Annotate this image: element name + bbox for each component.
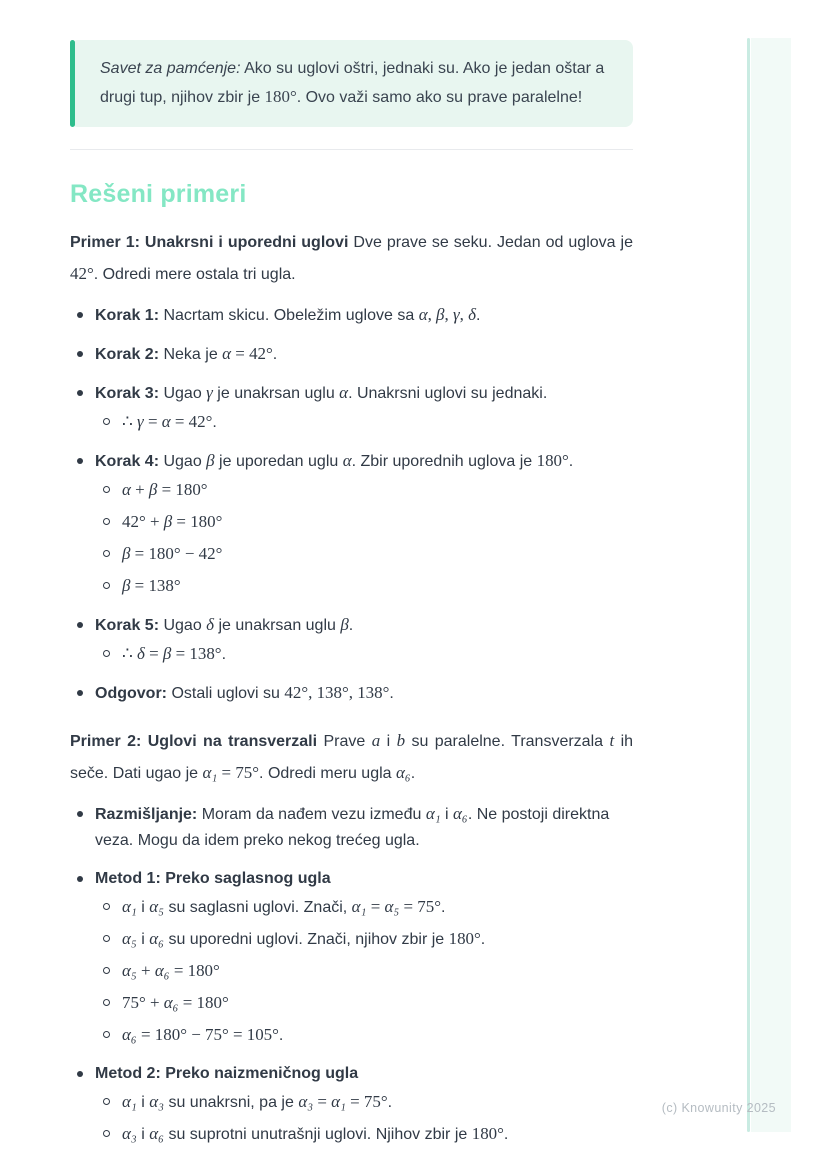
text-segment: i <box>136 1094 150 1111</box>
inline-math: t <box>609 731 615 750</box>
text-segment: . <box>503 1126 509 1143</box>
callout-text <box>100 60 604 106</box>
sub-list-item <box>70 926 633 953</box>
list-item <box>70 680 633 707</box>
inline-math: α + β = 180° <box>122 480 208 499</box>
content-column <box>70 40 633 1148</box>
sub-list-item <box>70 1121 633 1148</box>
inline-math: ∴ γ = α = 42° <box>122 412 213 431</box>
inline-math: 75° + α₆ = 180° <box>122 993 229 1012</box>
inline-math: α₆ = 180° − 75° = 105° <box>122 1025 279 1044</box>
paragraph <box>70 227 633 290</box>
text-segment: ih seče. Dati ugao je <box>70 733 634 782</box>
list-item <box>70 448 633 475</box>
text-segment: . Ne postoji direktna veza. Mogu da idem preko nekog trećeg ugla. <box>95 806 610 849</box>
text-segment: je uporedan uglu <box>214 453 343 470</box>
inline-math: α₃ <box>122 1124 137 1143</box>
text-segment: su suprotni unutrašnji uglovi. Njihov zbir je <box>164 1126 472 1143</box>
text-segment: Ostali uglovi su <box>167 685 285 702</box>
sub-list-item <box>70 1022 633 1049</box>
inline-math: α₁ <box>425 804 441 823</box>
inline-math: α₆ <box>149 929 165 948</box>
text-segment: Razmišljanje: <box>95 806 198 823</box>
sub-list-item <box>70 894 633 921</box>
text-segment: . <box>568 453 574 470</box>
inline-math: α₁ = α₅ = 75° <box>351 897 441 916</box>
sub-list-item <box>70 641 633 668</box>
inline-math: β <box>340 615 349 634</box>
text-segment: . <box>480 931 486 948</box>
inline-math: b <box>396 731 406 750</box>
text-segment: Nacrtam skicu. Obeležim uglove sa <box>159 307 419 324</box>
inline-math: α₆ <box>453 804 468 823</box>
text-segment: su unakrsni, pa je <box>164 1094 299 1111</box>
text-segment: Ako su uglovi oštri, jednaki su. Ako je jedan oštar a drugi tup, njihov zbir je <box>100 60 605 106</box>
inline-math: α₅ <box>122 929 137 948</box>
inline-math: α₆ <box>149 1124 165 1143</box>
list-item <box>70 612 633 639</box>
inline-math: β <box>206 451 215 470</box>
sub-list-item <box>70 541 633 568</box>
inline-math: a <box>371 731 381 750</box>
text-segment: . Unakrsni uglovi su jednaki. <box>348 385 548 402</box>
text-segment: Dve prave se seku. Jedan od uglova je <box>348 234 634 251</box>
text-segment: . Odredi meru ugla <box>259 765 396 782</box>
text-segment: Korak 3: <box>95 385 160 402</box>
text-segment: Korak 5: <box>95 617 160 634</box>
text-segment: Korak 4: <box>95 453 160 470</box>
text-segment: Metod 2: Preko naizmeničnog ugla <box>95 1065 359 1082</box>
sub-list-item <box>70 990 633 1017</box>
sub-list-item <box>70 509 633 536</box>
text-segment: . <box>221 646 227 663</box>
paragraph <box>70 725 633 789</box>
inline-math: 180° <box>264 87 297 106</box>
inline-math: α₁ <box>122 897 137 916</box>
copyright-footer: (c) Knowunity 2025 <box>661 1101 776 1115</box>
text-segment: Odgovor: <box>95 685 167 702</box>
text-segment: su uporedni uglovi. Znači, njihov zbir je <box>164 931 449 948</box>
text-segment: . <box>475 307 481 324</box>
text-segment: . Ovo važi samo ako su prave paralelne! <box>296 89 583 106</box>
inline-math: γ <box>206 383 213 402</box>
inline-math: α₃ <box>149 1092 165 1111</box>
text-segment: je unakrsan uglu <box>214 617 341 634</box>
text-segment: . <box>389 685 394 702</box>
text-segment: Prave <box>317 733 372 750</box>
inline-math: α <box>342 451 352 470</box>
callout-accent-bar <box>70 40 75 127</box>
inline-math: 180° <box>536 451 569 470</box>
tip-callout <box>70 40 633 127</box>
inline-math: α, β, γ, δ <box>418 305 476 324</box>
inline-math: α₅ <box>149 897 165 916</box>
section-heading: Rešeni primeri <box>70 180 247 208</box>
inline-math: α <box>339 383 349 402</box>
list-item <box>70 380 633 407</box>
text-segment: . <box>272 346 278 363</box>
text-segment: . Odredi mere ostala tri ugla. <box>93 266 296 283</box>
section-divider <box>70 149 633 150</box>
inline-math: α₁ = 75° <box>202 763 260 782</box>
inline-math: α₃ = α₁ = 75° <box>298 1092 388 1111</box>
text-segment: Korak 2: <box>95 346 160 363</box>
text-segment: i <box>136 931 150 948</box>
page-edge-tint <box>751 38 791 1132</box>
text-segment: i <box>136 1126 150 1143</box>
text-segment: Metod 1: Preko saglasnog ugla <box>95 870 331 887</box>
text-segment: Neka je <box>159 346 223 363</box>
inline-math: 180° <box>471 1124 504 1143</box>
text-segment: je unakrsan uglu <box>212 385 340 402</box>
text-segment: su paralelne. Transverzala <box>405 733 610 750</box>
inline-math: α₆ <box>396 763 411 782</box>
text-segment: i <box>380 733 397 750</box>
text-segment: . <box>441 899 446 916</box>
text-segment: Primer 1: Unakrsni i uporedni uglovi <box>70 234 349 251</box>
text-segment: . <box>410 765 416 782</box>
text-segment: Primer 2: Uglovi na transverzali <box>70 733 318 750</box>
inline-math: β = 138° <box>122 576 181 595</box>
inline-math: α = 42° <box>222 344 273 363</box>
text-segment: i <box>136 899 150 916</box>
sub-list-item <box>70 1089 633 1116</box>
list-item <box>70 341 633 368</box>
list-item <box>70 1061 633 1087</box>
inline-math: δ <box>206 615 215 634</box>
sub-list-item <box>70 477 633 504</box>
text-segment: . <box>212 414 217 431</box>
text-segment: Ugao <box>159 617 207 634</box>
sub-list-item <box>70 409 633 436</box>
text-segment: Korak 1: <box>95 307 160 324</box>
text-segment: . <box>387 1094 393 1111</box>
document-content <box>70 209 633 1148</box>
text-segment: Ugao <box>159 385 207 402</box>
inline-math: α₁ <box>122 1092 137 1111</box>
inline-math: 42° + β = 180° <box>122 512 223 531</box>
text-segment: Moram da nađem vezu između <box>197 806 426 823</box>
inline-math: 42°, 138°, 138° <box>284 683 390 702</box>
sub-list-item <box>70 958 633 985</box>
inline-math: β = 180° − 42° <box>122 544 223 563</box>
page-edge-line <box>747 38 750 1132</box>
sub-list-item <box>70 573 633 600</box>
text-segment: . Zbir uporednih uglova je <box>351 453 537 470</box>
list-item <box>70 801 633 854</box>
text-segment: . <box>278 1027 284 1044</box>
text-segment: . <box>348 617 354 634</box>
inline-math: 180° <box>448 929 481 948</box>
inline-math: α₅ + α₆ = 180° <box>122 961 220 980</box>
text-segment: Savet za pamćenje: <box>100 60 241 77</box>
list-item <box>70 866 633 892</box>
text-segment: Ugao <box>159 453 207 470</box>
text-segment: i <box>440 806 454 823</box>
list-item <box>70 302 633 329</box>
inline-math: 42° <box>70 264 94 283</box>
inline-math: ∴ δ = β = 138° <box>122 644 222 663</box>
text-segment: su saglasni uglovi. Znači, <box>164 899 352 916</box>
